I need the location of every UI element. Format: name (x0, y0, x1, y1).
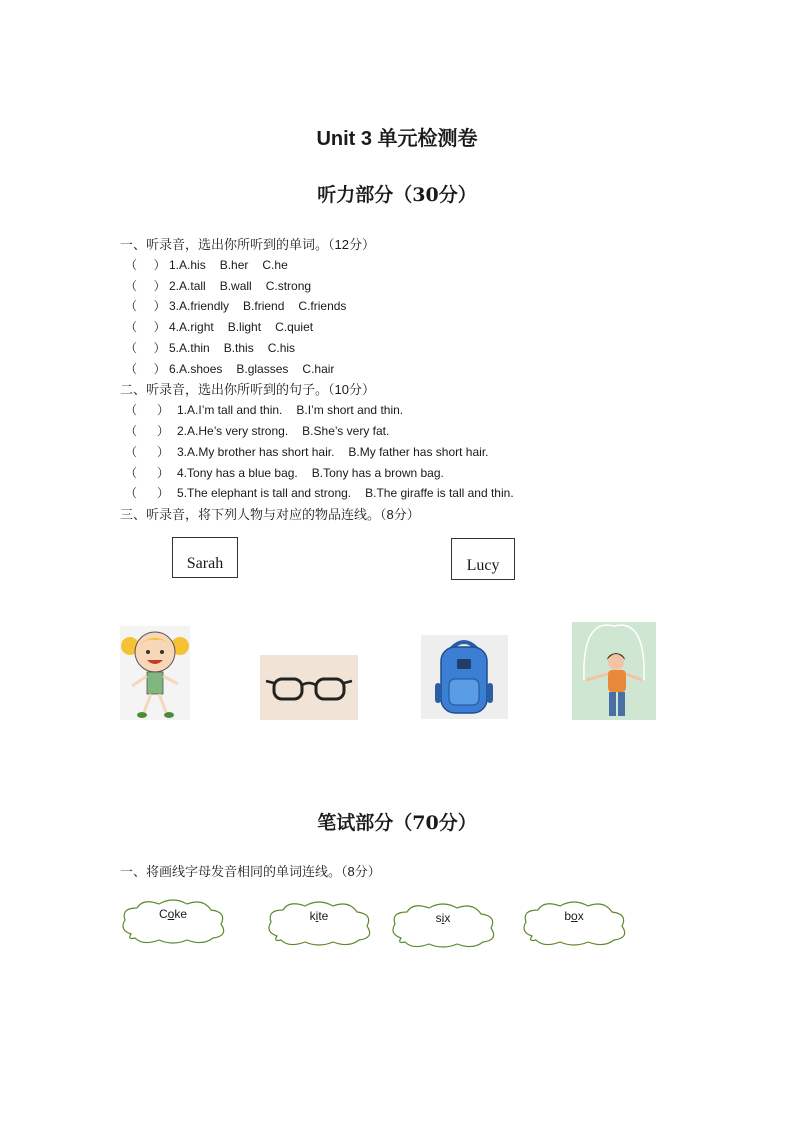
answer-paren[interactable]: （ ） (125, 279, 166, 293)
part1-heading: 一、听录音，选出你所听到的单词。（12分） (120, 237, 375, 252)
part4-heading: 一、将画线字母发音相同的单词连线。（8分） (120, 864, 381, 879)
glasses-image[interactable] (260, 655, 358, 720)
answer-paren[interactable]: （ ） (125, 403, 170, 417)
name-box-sarah[interactable]: Sarah (172, 537, 238, 578)
word-box[interactable]: box (564, 909, 584, 923)
girl-cartoon-image[interactable] (120, 626, 190, 720)
word-coke[interactable]: Coke (158, 907, 188, 921)
word-kite[interactable]: kite (309, 909, 329, 923)
question-row: （ ） 5.The elephant is tall and strong. B.The giraffe is tall and thin. (125, 486, 514, 500)
cloud-shape (117, 896, 229, 946)
answer-paren[interactable]: （ ） (125, 466, 170, 480)
question-row: （ ） 2.A.tall B.wall C.strong (125, 279, 312, 293)
writing-header: 笔试部分（70分） (317, 812, 477, 834)
cloud-shape (518, 898, 630, 948)
question-row: （ ） 2.A.He’s very strong. B.She’s very fat. (125, 424, 390, 438)
question-row: （ ） 1.A.his B.her C.he (125, 258, 288, 272)
page-title: Unit 3 单元检测卷 (316, 128, 478, 150)
part2-heading: 二、听录音，选出你所听到的句子。（10分） (120, 382, 375, 397)
listening-header: 听力部分（30分） (317, 184, 477, 206)
cloud-shape (387, 900, 499, 950)
answer-paren[interactable]: （ ） (125, 258, 166, 272)
cloud-shape (263, 898, 375, 948)
word-six[interactable]: six (435, 911, 451, 925)
answer-paren[interactable]: （ ） (125, 341, 166, 355)
answer-paren[interactable]: （ ） (125, 320, 166, 334)
part3-heading: 三、听录音，将下列人物与对应的物品连线。（8分） (120, 507, 420, 522)
answer-paren[interactable]: （ ） (125, 486, 170, 500)
jump-rope-girl-image[interactable] (572, 622, 656, 720)
question-row: （ ） 4.A.right B.light C.quiet (125, 320, 314, 334)
name-box-lucy[interactable]: Lucy (451, 538, 515, 580)
answer-paren[interactable]: （ ） (125, 424, 170, 438)
answer-paren[interactable]: （ ） (125, 362, 166, 376)
answer-paren[interactable]: （ ） (125, 299, 166, 313)
question-row: （ ） 3.A.My brother has short hair. B.My father has short hair. (125, 445, 489, 459)
question-row: （ ） 6.A.shoes B.glasses C.hair (125, 362, 335, 376)
question-row: （ ） 3.A.friendly B.friend C.friends (125, 299, 347, 313)
backpack-image[interactable] (421, 635, 508, 719)
question-row: （ ） 4.Tony has a blue bag. B.Tony has a brown bag. (125, 466, 444, 480)
answer-paren[interactable]: （ ） (125, 445, 170, 459)
question-row: （ ） 5.A.thin B.this C.his (125, 341, 296, 355)
question-row: （ ） 1.A.I’m tall and thin. B.I’m short and thin. (125, 403, 404, 417)
